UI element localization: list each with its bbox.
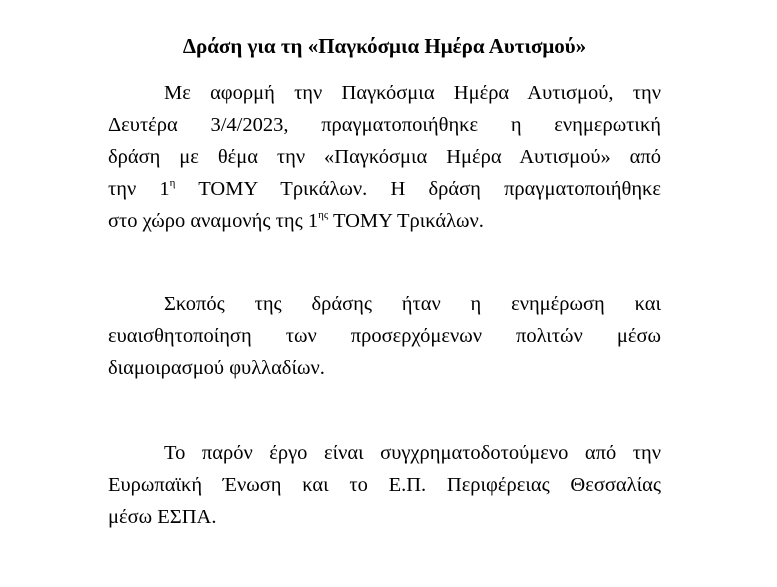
paragraph-event-description	[108, 77, 661, 237]
document-title: Δράση για τη «Παγκόσμια Ημέρα Αυτισμού»	[182, 34, 587, 58]
ordinal-superscript: ης	[318, 209, 329, 221]
paragraph-line: Δευτέρα 3/4/2023, πραγματοποιήθηκε η ενημερωτική	[108, 114, 661, 136]
line-text: την 1	[108, 178, 170, 200]
ordinal-superscript: η	[169, 177, 176, 189]
paragraph-line	[108, 205, 661, 237]
paragraph-line: Ευρωπαϊκή Ένωση και το Ε.Π. Περιφέρειας Θεσσαλίας	[108, 474, 661, 496]
paragraph-line: Με αφορμή την Παγκόσμια Ημέρα Αυτισμού, την	[164, 82, 661, 104]
paragraph-funding	[108, 437, 661, 533]
paragraph-line: Το παρόν έργο είναι συγχρηματοδοτούμενο από την	[164, 442, 661, 464]
line-text: ΤΟΜΥ Τρικάλων.	[328, 210, 484, 232]
paragraph-line: διαμοιρασμού φυλλαδίων.	[108, 357, 325, 379]
paragraph-line: Σκοπός της δράσης ήταν η ενημέρωση και	[164, 293, 661, 315]
paragraph-purpose	[108, 288, 661, 384]
paragraph-line	[108, 173, 661, 205]
paragraph-line: δράση με θέμα την «Παγκόσμια Ημέρα Αυτισμού» από	[108, 146, 661, 168]
line-text: στο χώρο αναμονής της 1	[108, 210, 319, 232]
line-text: ΤΟΜΥ Τρικάλων. Η δράση πραγματοποιήθηκε	[175, 178, 661, 200]
paragraph-line: μέσω ΕΣΠΑ.	[108, 506, 217, 528]
paragraph-line: ευαισθητοποίηση των προσερχόμενων πολιτών μέσω	[108, 325, 661, 347]
